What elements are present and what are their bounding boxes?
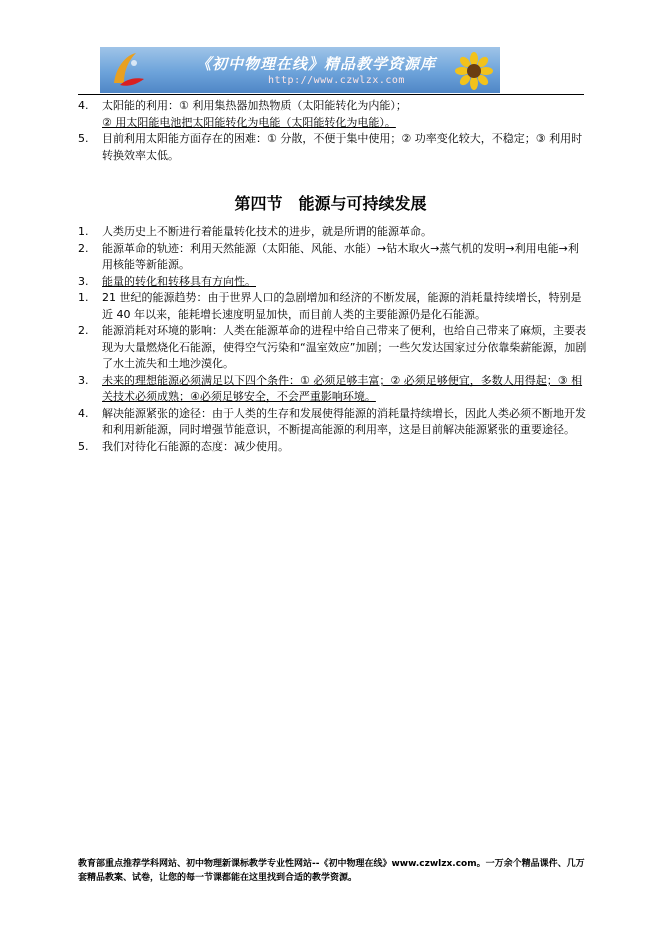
list-item: [78, 373, 588, 406]
sunflower-icon: [454, 51, 494, 91]
item-text: 能源消耗对环境的影响：人类在能源革命的进程中给自己带来了便利，也给自己带来了麻烦，主要表现为大量燃烧化石能源，使得空气污染和“温室效应”加剧；一些欠发达国家过分依靠柴薪能源，加剧了水土流失和土地沙漠化。: [102, 324, 587, 370]
list-item: [78, 406, 588, 439]
item-number: 3.: [78, 373, 89, 387]
item-number: 2.: [78, 241, 89, 255]
logo-icon: [106, 49, 148, 91]
item-number: 5.: [78, 439, 89, 453]
item-line-underlined: ② 用太阳能电池把太阳能转化为电能（太阳能转化为电能）。: [102, 115, 396, 129]
list-item: [78, 323, 588, 373]
item-line: 太阳能的利用：① 利用集热器加热物质（太阳能转化为内能）；: [102, 99, 407, 112]
item-text: 能量的转化和转移具有方向性。: [102, 274, 256, 288]
item-text: 未来的理想能源必须满足以下四个条件：① 必须足够丰富；② 必须足够便宜，多数人用得起；③ 相关技术必须成熟；④必须足够安全，不会严重影响环境。: [102, 373, 583, 403]
item-number: 4.: [78, 99, 89, 112]
item-number: 3.: [78, 274, 89, 288]
item-text: [102, 98, 588, 115]
item-text: 我们对待化石能源的态度：减少使用。: [102, 439, 289, 453]
list-item: [78, 224, 588, 241]
item-number: 1.: [78, 291, 89, 304]
item-text: 目前利用太阳能方面存在的困难：① 分散，不便于集中使用；② 功率变化较大，不稳定；③ 利用时转换效率太低。: [102, 132, 583, 162]
item-text: 人类历史上不断进行着能量转化技术的进步，就是所谓的能源革命。: [102, 225, 432, 238]
page-footer: 教育部重点推荐学科网站、初中物理新课标教学专业性网站--《初中物理在线》www.czwlzx.com。一万余个精品课件、几万套精品教案、试卷，让您的每一节课都能在这里找到合适的教学资源。: [78, 859, 585, 883]
section-list-a: [78, 224, 588, 455]
list-item: [78, 241, 588, 274]
list-item: [78, 439, 588, 456]
item-number: 4.: [78, 406, 89, 420]
banner-title: 《初中物理在线》精品教学资源库: [196, 55, 437, 73]
top-list: [78, 98, 588, 164]
list-item: [78, 274, 588, 291]
header-divider: [78, 94, 584, 95]
item-text: 解决能源紧张的途径：由于人类的生存和发展使得能源的消耗量持续增长，因此人类必须不断地开发和利用新能源，同时增强节能意识，不断提高能源的利用率，这是目前解决能源紧张的重要途径。: [102, 406, 586, 436]
item-text: 能源革命的轨迹：利用天然能源（太阳能、风能、水能）→钻木取火→蒸气机的发明→利用电能→利用核能等新能源。: [102, 241, 579, 271]
list-item: [78, 131, 588, 164]
item-text: 21 世纪的能源趋势：由于世界人口的急剧增加和经济的不断发展，能源的消耗量持续增长，特别是近 40 年以来，能耗增长速度明显加快，而目前人类的主要能源仍是化石能源。: [102, 291, 582, 321]
banner-url[interactable]: http://www.czwlzx.com: [268, 75, 405, 86]
list-item: [78, 98, 588, 131]
item-number: 1.: [78, 225, 89, 238]
list-item: [78, 290, 588, 323]
item-number: 5.: [78, 132, 89, 145]
item-number: 2.: [78, 324, 89, 337]
section-title: 第四节 能源与可持续发展: [234, 194, 427, 213]
header-banner: [100, 47, 500, 93]
